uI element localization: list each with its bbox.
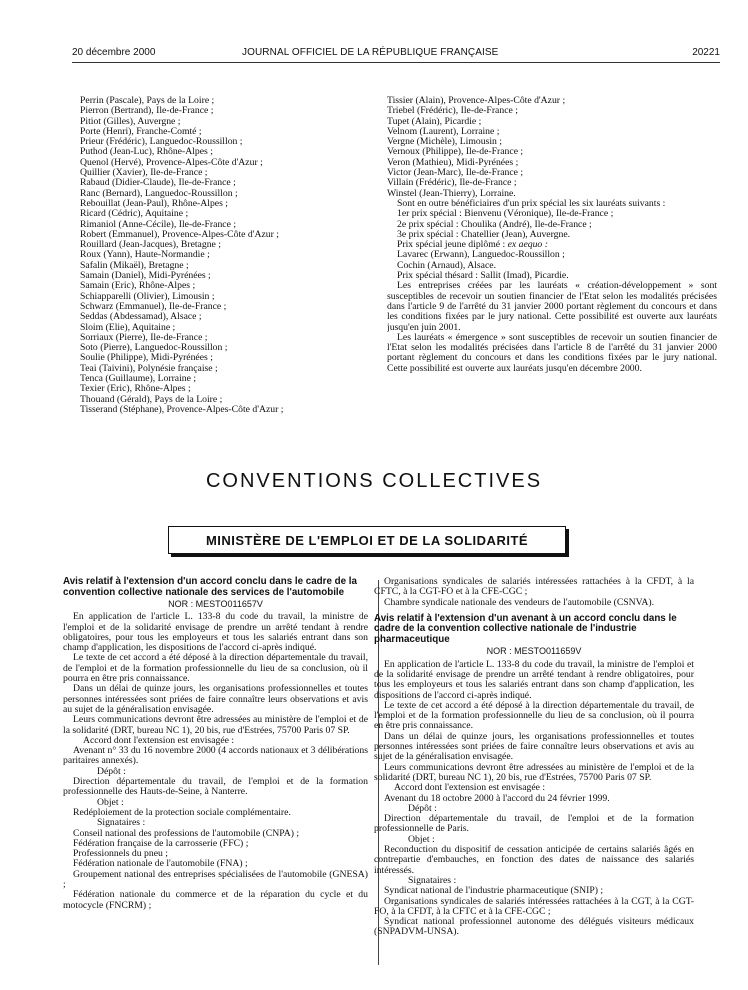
list-item: Perrin (Pascale), Pays de la Loire ;: [80, 96, 215, 106]
list-item: Ricard (Cédric), Aquitaine ;: [80, 209, 189, 220]
header-page-number: 20221: [692, 47, 720, 58]
avis-paragraph: Leurs communications devront être adressées au ministère de l'emploi et de la solidarité (DRT, bureau NC 1), 20 bis, rue d'Estrées, 75700 Paris 07 SP.: [374, 761, 694, 783]
list-item: Quillier (Xavier), Ile-de-France ;: [80, 168, 208, 179]
young-graduate-1: Lavarec (Erwann), Languedoc-Roussillon ;: [397, 250, 565, 261]
avis-paragraph: Dans un délai de quinze jours, les organisations professionnelles et toutes personnes intéressées sont priées de faire connaître leurs observations et avis au sujet de la généralisation envisagée.: [63, 683, 368, 715]
list-item: Villain (Frédéric), Ile-de-France ;: [387, 178, 517, 189]
avis-paragraph: Leurs communications devront être adressées au ministère de l'emploi et de la solidarité (DRT, bureau NC 1), 20 bis, rue d'Estrées, 75700 Paris 07 SP.: [63, 714, 368, 736]
list-item: Soto (Pierre), Languedoc-Roussillon ;: [80, 343, 228, 354]
list-item: Texier (Eric), Rhône-Alpes ;: [80, 384, 191, 395]
list-item: Seddas (Abdessamad), Alsace ;: [80, 312, 202, 323]
depot-text: Direction départementale du travail, de l'emploi et de la formation professionnelle de Paris.: [374, 813, 694, 835]
list-item: Thouand (Gérald), Pays de la Loire ;: [80, 394, 223, 405]
list-item: Triebel (Frédéric), Ile-de-France ;: [387, 106, 518, 117]
signataire-item: Syndicat national professionnel autonome des délégués visiteurs médicaux (SNPADVM-UNSA).: [374, 916, 694, 938]
creation-paragraph: Les entreprises créées par les lauréats « création-développement » sont susceptibles de recevoir un soutien financier de l'Etat selon les modalités précisées dans l'article 9 de l'arrêté du 31 janvier 2000 portant règlement du concours et dans les conditions fixées par le jury national. Cette possibilité est ouverte aux lauréats jusqu'en juin 2001.: [387, 281, 717, 333]
avis-automobile: [63, 577, 368, 911]
special-prize-3: 3e prix spécial : Chatellier (Jean), Auvergne.: [397, 229, 571, 240]
list-item: Quenol (Hervé), Provence-Alpes-Côte d'Azur ;: [80, 157, 263, 168]
young-graduate-label: Prix spécial jeune diplômé :: [397, 240, 506, 251]
signataire-item: Syndicat national de l'industrie pharmaceutique (SNIP) ;: [384, 885, 604, 897]
list-item: Robert (Emmanuel), Provence-Alpes-Côte d'Azur ;: [80, 229, 279, 240]
list-item: Winstel (Jean-Thierry), Lorraine.: [387, 188, 516, 199]
list-item: Velnom (Laurent), Lorraine ;: [387, 126, 500, 137]
objet-text: Reconduction du dispositif de cessation anticipée de certains salariés âgés en contrepartie d'embauches, en fonction des dates de naissance des salariés intéressés.: [374, 844, 694, 876]
page-header: [72, 47, 720, 61]
avenant-text: Avenant n° 33 du 16 novembre 2000 (4 accords nationaux et 3 délibérations paritaires annexés).: [63, 745, 368, 767]
list-item: Schiapparelli (Olivier), Limousin ;: [80, 291, 215, 302]
laureates-list-left: [80, 96, 370, 415]
list-item: Victor (Jean-Marc), Ile-de-France ;: [387, 168, 524, 179]
list-item: Puthod (Jean-Luc), Rhône-Alpes ;: [80, 147, 213, 158]
list-item: Tenca (Guillaume), Lorraine ;: [80, 374, 197, 385]
thesard-prize: Prix spécial thésard : Sallit (Imad), Picardie.: [397, 271, 569, 282]
ministry-heading: [168, 526, 566, 554]
objet-text: Redéploiement de la protection sociale complémentaire.: [73, 806, 291, 818]
depot-text: Direction départementale du travail, de l'emploi et de la formation professionnelle des Hauts-de-Seine, à Nanterre.: [63, 776, 368, 798]
list-item: Porte (Henri), Franche-Comté ;: [80, 126, 202, 137]
nor-reference: NOR : MESTO011659V: [486, 646, 582, 657]
list-item: Teai (Taivini), Polynésie française ;: [80, 363, 218, 374]
list-item: Samain (Daniel), Midi-Pyrénées ;: [80, 271, 211, 282]
avis-title: Avis relatif à l'extension d'un accord conclu dans le cadre de la convention collective nationale des services de l'automobile: [63, 576, 357, 598]
young-graduate-2: Cochin (Arnaud), Alsace.: [397, 260, 496, 271]
signataire-item: Organisations syndicales de salariés intéressées rattachées à la CFDT, à la CFTC, à la CGT-FO et à la CFE-CGC ;: [374, 576, 694, 598]
signataire-item: Conseil national des professions de l'automobile (CNPA) ;: [73, 827, 300, 839]
avis-paragraph: En application de l'article L. 133-8 du code du travail, la ministre de l'emploi et de la solidarité envisage de prendre un arrêté tendant à rendre obligatoires, pour tous les employeurs et tous les salariés entrant dans son champ d'application, les dispositions de l'accord ci-après indiqué.: [374, 658, 694, 701]
young-graduate-prize: [387, 240, 717, 250]
list-item: Tissier (Alain), Provence-Alpes-Côte d'Azur ;: [387, 96, 566, 106]
depot-label: Dépôt :: [408, 802, 437, 814]
special-prize-intro: Sont en outre bénéficiaires d'un prix spécial les six lauréats suivants :: [397, 198, 666, 209]
list-item: Soulie (Philippe), Midi-Pyrénées ;: [80, 353, 213, 364]
list-item: Pierron (Bertrand), Ile-de-France ;: [80, 106, 214, 117]
list-item: Tisserand (Stéphane), Provence-Alpes-Côte d'Azur ;: [80, 404, 284, 415]
list-item: Rabaud (Didier-Claude), Ile-de-France ;: [80, 178, 236, 189]
avis-pharmaceutique-column: [374, 577, 694, 938]
list-item: Schwarz (Emmanuel), Ile-de-France ;: [80, 301, 227, 312]
nor-reference: NOR : MESTO011657V: [168, 599, 263, 609]
list-item: Rouillard (Jean-Jacques), Bretagne ;: [80, 240, 221, 251]
accord-label: Accord dont l'extension est envisagée :: [83, 734, 235, 746]
accord-label: Accord dont l'extension est envisagée :: [394, 782, 546, 794]
signataire-item: Organisations syndicales de salariés intéressées rattachées à la CGT, à la CGT-FO, à la CFDT, à la CFTC et à la CFE-CGC ;: [374, 895, 694, 917]
list-item: Prieur (Frédéric), Languedoc-Roussillon ;: [80, 137, 243, 148]
avis-paragraph: En application de l'article L. 133-8 du code du travail, la ministre de l'emploi et de la solidarité envisage de prendre un arrêté tendant à rendre obligatoires, pour tous les employeurs et tous les salariés entrant dans son champ d'application, les dispositions de l'accord ci-après indiqué.: [63, 611, 368, 654]
depot-label: Dépôt :: [97, 765, 126, 777]
emergence-paragraph: Les lauréats « émergence » sont susceptibles de recevoir un soutien financier de l'Etat selon les modalités précisées dans l'article 8 de l'arrêté du 31 janvier 2000 portant règlement du concours et dans les conditions fixées par le jury national. Cette possibilité est ouverte aux lauréats jusqu'en décembre 2000.: [387, 332, 717, 374]
signataire-item: Fédération nationale du commerce et de la réparation du cycle et du motocycle (FNCRM) ;: [63, 889, 368, 911]
ministry-name: MINISTÈRE DE L'EMPLOI ET DE LA SOLIDARITÉ: [205, 532, 529, 548]
header-date: 20 décembre 2000: [72, 47, 156, 58]
list-item: Rimaniol (Anne-Cécile), Ile-de-France ;: [80, 219, 237, 230]
list-item: Pitiot (Gilles), Auvergne ;: [80, 116, 181, 127]
avenant-text: Avenant du 18 octobre 2000 à l'accord du 24 février 1999.: [384, 792, 610, 804]
header-journal-title: JOURNAL OFFICIEL DE LA RÉPUBLIQUE FRANÇAISE: [242, 47, 499, 58]
signataires-label: Signataires :: [408, 874, 457, 886]
avis-paragraph: Le texte de cet accord a été déposé à la direction départementale du travail, de l'emploi et de la formation professionnelle du lieu de sa conclusion, où il pourra en être pris connaissance.: [63, 652, 368, 685]
signataire-item: Chambre syndicale nationale des vendeurs de l'automobile (CSNVA).: [384, 596, 655, 608]
special-prize-2: 2e prix spécial : Choulika (André), Ile-de-France ;: [397, 219, 592, 230]
avis-title: Avis relatif à l'extension d'un avenant à un accord conclu dans le cadre de la convention collective nationale de l'industrie pharmaceutique: [374, 612, 677, 645]
list-item: Samain (Eric), Rhône-Alpes ;: [80, 281, 196, 292]
header-rule: [72, 62, 720, 63]
list-item: Vergne (Michèle), Limousin ;: [387, 137, 502, 148]
list-item: Ranc (Bernard), Languedoc-Roussillon ;: [80, 188, 238, 199]
list-item: Safalin (Mikaël), Bretagne ;: [80, 260, 189, 271]
laureates-list-right: [387, 96, 717, 374]
list-item: Veron (Mathieu), Midi-Pyrénées ;: [387, 157, 519, 168]
list-item: Sorriaux (Pierre), Ile-de-France ;: [80, 332, 208, 343]
signataire-item: Groupement national des entreprises spécialisées de l'automobile (GNESA) ;: [63, 868, 368, 891]
signataire-item: Professionnels du pneu ;: [73, 848, 168, 860]
list-item: Sloim (Elie), Aquitaine ;: [80, 322, 176, 333]
list-item: Rebouillat (Jean-Paul), Rhône-Alpes ;: [80, 198, 228, 209]
signataires-label: Signataires :: [97, 817, 146, 829]
section-title: CONVENTIONS COLLECTIVES: [205, 470, 543, 492]
objet-label: Objet :: [408, 833, 435, 845]
avis-paragraph: Dans un délai de quinze jours, les organisations professionnelles et toutes personnes intéressées sont priées de faire connaître leurs observations et avis au sujet de la généralisation envisagée.: [374, 730, 694, 763]
ex-aequo-note: ex aequo :: [507, 240, 548, 251]
avis-paragraph: Le texte de cet accord a été déposé à la direction départementale du travail, de l'emploi et de la formation professionnelle du lieu de sa conclusion, où il pourra en être pris connaissance.: [374, 699, 694, 732]
special-prize-1: 1er prix spécial : Bienvenu (Véronique), Ile-de-France ;: [397, 209, 614, 220]
signataire-item: Fédération française de la carrosserie (FFC) ;: [73, 837, 249, 849]
list-item: Tupet (Alain), Picardie ;: [387, 116, 482, 127]
signataire-item: Fédération nationale de l'automobile (FNA) ;: [73, 858, 248, 870]
objet-label: Objet :: [97, 796, 124, 808]
list-item: Roux (Yann), Haute-Normandie ;: [80, 250, 210, 261]
list-item: Vernoux (Philippe), Ile-de-France ;: [387, 147, 524, 158]
